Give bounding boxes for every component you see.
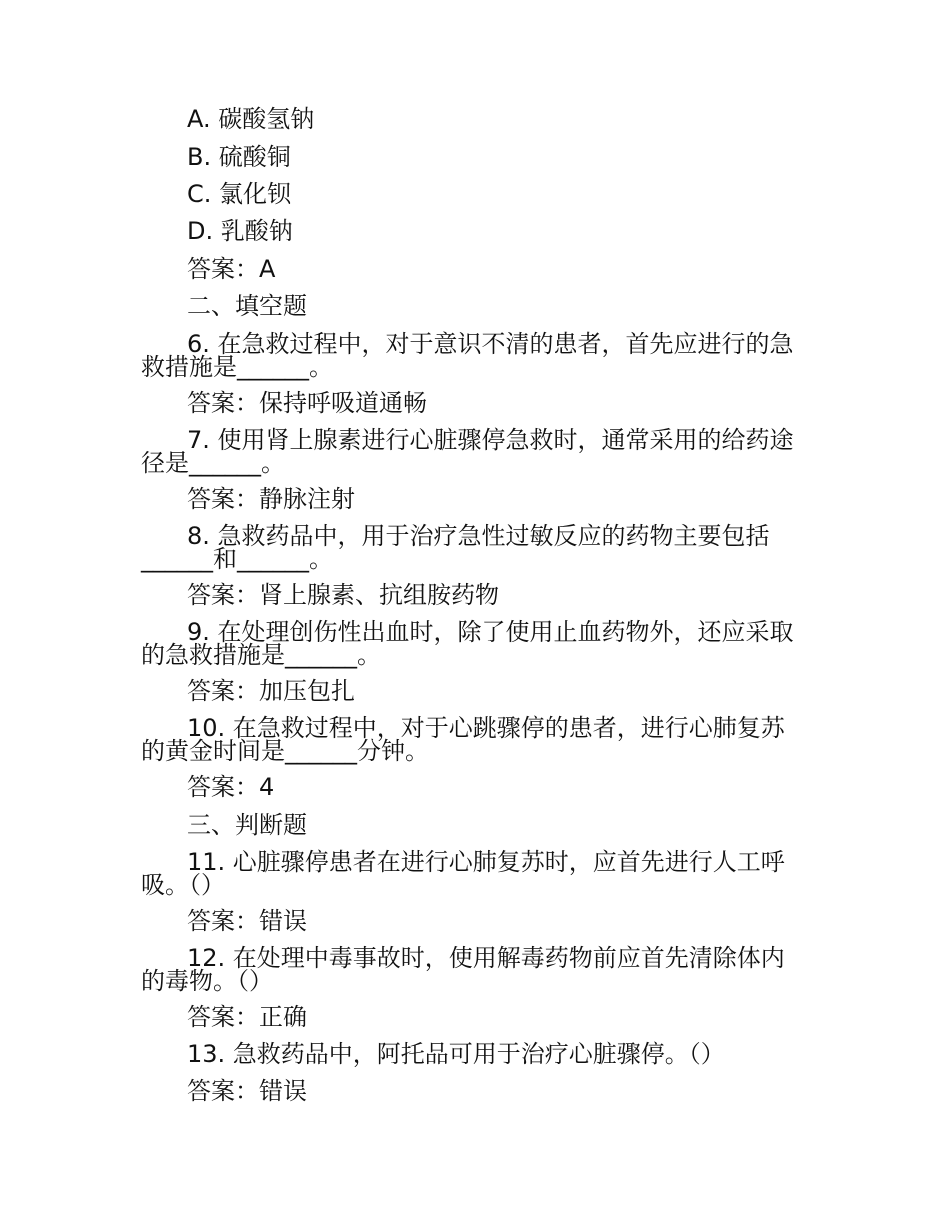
answer-10: 答案：4 (187, 773, 275, 801)
answer-8: 答案：肾上腺素、抗组胺药物 (187, 581, 499, 609)
question-7-line-2: 径是______。 (141, 449, 285, 477)
answer-9: 答案：加压包扎 (187, 677, 355, 705)
section-heading-fill-blank: 二、填空题 (187, 292, 307, 320)
question-8-line-2: ______和______。 (141, 545, 333, 573)
answer-11: 答案：错误 (187, 907, 307, 935)
question-8-line-1: 8. 急救药品中，用于治疗急性过敏反应的药物主要包括 (187, 522, 770, 550)
answer-13: 答案：错误 (187, 1077, 307, 1105)
section-heading-true-false: 三、判断题 (187, 811, 307, 839)
answer-6: 答案：保持呼吸道通畅 (187, 389, 427, 417)
question-11-line-2: 吸。（） (141, 871, 225, 899)
option-c: C. 氯化钡 (187, 180, 292, 208)
question-6-line-2: 救措施是______。 (141, 353, 333, 381)
answer-7: 答案：静脉注射 (187, 485, 355, 513)
option-d: D. 乳酸钠 (187, 217, 293, 245)
question-10-line-2: 的黄金时间是______分钟。 (141, 737, 429, 765)
question-9-line-1: 9. 在处理创伤性出血时，除了使用止血药物外，还应采取 (187, 618, 794, 646)
question-9-line-2: 的急救措施是______。 (141, 641, 381, 669)
question-12-line-2: 的毒物。（） (141, 967, 273, 995)
question-6-line-1: 6. 在急救过程中，对于意识不清的患者，首先应进行的急 (187, 330, 794, 358)
question-12-line-1: 12. 在处理中毒事故时，使用解毒药物前应首先清除体内 (187, 944, 785, 972)
answer-5: 答案：A (187, 255, 276, 283)
question-11-line-1: 11. 心脏骤停患者在进行心肺复苏时，应首先进行人工呼 (187, 848, 785, 876)
answer-12: 答案：正确 (187, 1003, 307, 1031)
question-13-line-1: 13. 急救药品中，阿托品可用于治疗心脏骤停。（） (187, 1040, 725, 1068)
option-b: B. 硫酸铜 (187, 143, 291, 171)
question-7-line-1: 7. 使用肾上腺素进行心脏骤停急救时，通常采用的给药途 (187, 426, 794, 454)
option-a: A. 碳酸氢钠 (187, 105, 315, 133)
question-10-line-1: 10. 在急救过程中，对于心跳骤停的患者，进行心肺复苏 (187, 714, 785, 742)
